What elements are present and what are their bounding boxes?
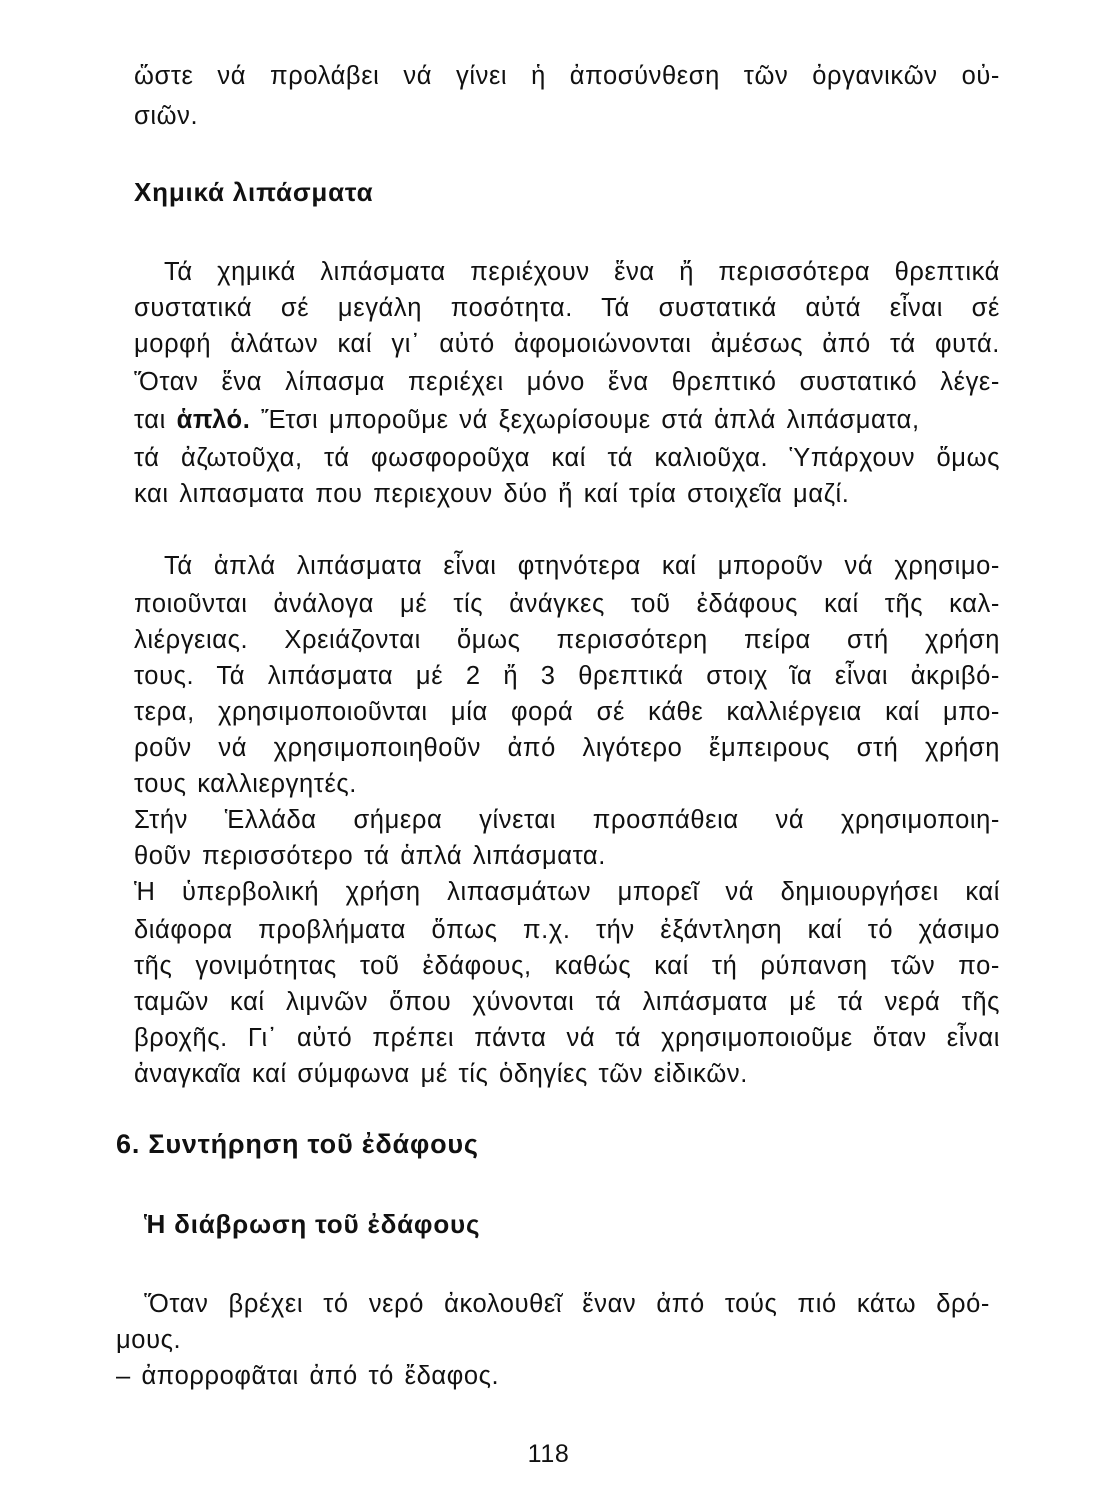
section-heading-chemical-fertilizers: Χημικά λιπάσματα (134, 177, 374, 207)
text-line: μορφή ἁλάτων καί γι᾿ αὐτό ἀφομοιώνονται ἀμέσως ἀπό τά φυτά. (134, 330, 1000, 358)
text-line: βροχῆς. Γι᾿ αὐτό πρέπει πάντα νά τά χρησιμοποιοῦμε ὅταν εἶναι (134, 1024, 1000, 1052)
text-fragment: ται (134, 406, 177, 434)
text-line: τους καλλιεργητές. (134, 770, 357, 798)
text-line: ὥστε νά προλάβει νά γίνει ἡ ἀποσύνθεση τῶν ὀργανικῶν οὐ- (134, 62, 1000, 90)
text-line (134, 402, 920, 438)
text-line: σιῶν. (134, 102, 199, 130)
text-line: Τά ἁπλά λιπάσματα εἶναι φτηνότερα καί μποροῦν νά χρησιμο- (164, 552, 1000, 580)
text-line: διάφορα προβλήματα ὅπως π.χ. τήν ἐξάντληση καί τό χάσιμο (134, 916, 1000, 944)
text-line: μους. (116, 1326, 182, 1354)
text-line: τῆς γονιμότητας τοῦ ἐδάφους, καθώς καί τή ρύπανση τῶν πο- (134, 952, 1000, 980)
text-line: Στήν Ἑλλάδα σήμερα γίνεται προσπάθεια νά χρησιμοποιη- (134, 806, 1000, 834)
text-line: ταμῶν καί λιμνῶν ὅπου χύνονται τά λιπάσματα μέ τά νερά τῆς (134, 988, 1000, 1016)
text-line: Τά χημικά λιπάσματα περιέχουν ἕνα ἤ περισσότερα θρεπτικά (164, 258, 1000, 286)
text-line: και λιπασματα που περιεχουν δύο ἤ καί τρία στοιχεῖα μαζί. (134, 480, 850, 508)
text-line: τά ἀζωτοῦχα, τά φωσφοροῦχα καί τά καλιοῦχα. Ὑπάρχουν ὅμως (134, 444, 1000, 472)
subsection-heading-soil-erosion: Ἡ διάβρωση τοῦ ἐδάφους (144, 1209, 481, 1239)
text-line: λιέργειας. Χρειάζονται ὅμως περισσότερη πείρα στή χρήση (134, 626, 1000, 654)
section-heading-soil-conservation: 6. Συντήρηση τοῦ ἐδάφους (116, 1129, 479, 1159)
bold-term: ἁπλό. (176, 406, 251, 434)
text-line: θοῦν περισσότερο τά ἁπλά λιπάσματα. (134, 842, 606, 870)
text-line: Ὅταν βρέχει τό νερό ἀκολουθεῖ ἕναν ἀπό τούς πιό κάτω δρό- (144, 1290, 990, 1318)
page-number: 118 (527, 1440, 570, 1468)
text-fragment: Ἔτσι μποροῦμε νά ξεχωρίσουμε στά ἁπλά λιπάσματα, (250, 406, 920, 434)
text-line: Ἡ ὑπερβολική χρήση λιπασμάτων μπορεῖ νά δημιουργήσει καί (134, 878, 1000, 906)
text-line: τερα, χρησιμοποιοῦνται μία φορά σέ κάθε καλλιέργεια καί μπο- (134, 698, 1000, 726)
text-line: Ὅταν ἕνα λίπασμα περιέχει μόνο ἕνα θρεπτικό συστατικό λέγε- (134, 368, 1000, 396)
text-line: τους. Τά λιπάσματα μέ 2 ἤ 3 θρεπτικά στοιχ ῖα εἶναι ἀκριβό- (134, 662, 1000, 690)
text-line: ἀναγκαῖα καί σύμφωνα μέ τίς ὁδηγίες τῶν εἰδικῶν. (134, 1060, 748, 1088)
text-line: ροῦν νά χρησιμοποιηθοῦν ἀπό λιγότερο ἔμπειρους στή χρήση (134, 734, 1000, 762)
list-item: – ἀπορροφᾶται ἀπό τό ἔδαφος. (116, 1362, 500, 1390)
text-line: συστατικά σέ μεγάλη ποσότητα. Τά συστατικά αὐτά εἶναι σέ (134, 294, 1000, 322)
text-line: ποιοῦνται ἀνάλογα μέ τίς ἀνάγκες τοῦ ἐδάφους καί τῆς καλ- (134, 590, 1000, 618)
